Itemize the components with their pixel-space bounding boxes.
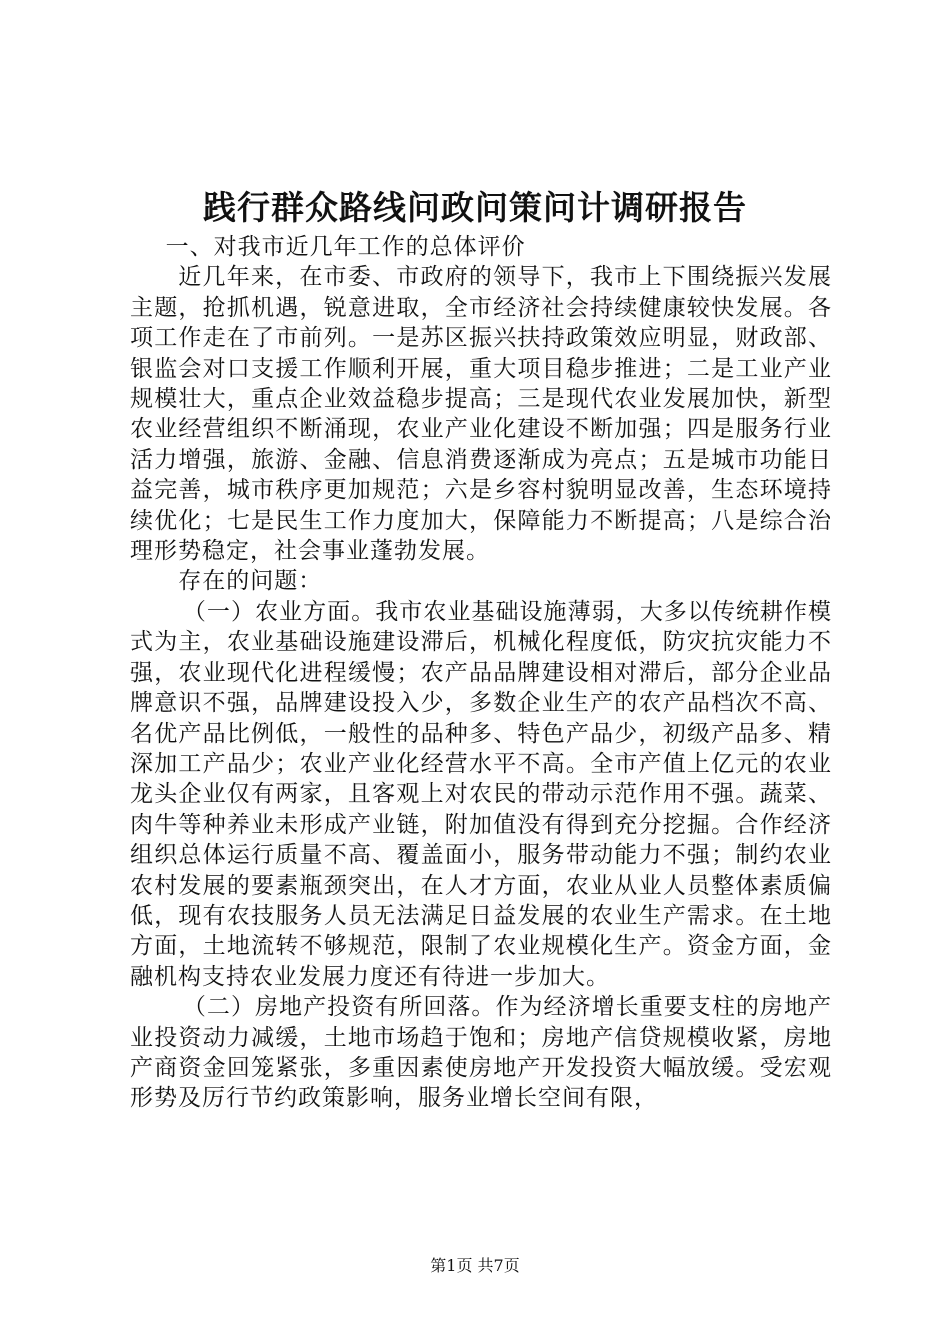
document-title: 践行群众路线问政问策问计调研报告 (203, 188, 747, 227)
paragraph-agriculture: （一）农业方面。我市农业基础设施薄弱，大多以传统耕作模式为主，农业基础设施建设滞后，机械化程度低，防灾抗灾能力不强，农业现代化进程缓慢；农产品品牌建设相对滞后，部分企业品牌意识不强，品牌建设投入少，多数企业生产的农产品档次不高、名优产品比例低，一般性的品种多、特色产品少，初级产品多、精深加工产品少；农业产业化经营水平不高。全市产值上亿元的农业龙头企业仅有两家，且客观上对农民的带动示范作用不强。蔬菜、肉牛等种养业未形成产业链，附加值没有得到充分挖掘。合作经济组织总体运行质量不高、覆盖面小，服务带动能力不强；制约农业农村发展的要素瓶颈突出，在人才方面，农业从业人员整体素质偏低，现有农技服务人员无法满足日益发展的农业生产需求。在土地方面，土地流转不够规范，限制了农业规模化生产。资金方面，金融机构支持农业发展力度还有待进一步加大。 (130, 598, 832, 990)
section-heading: 一、对我市近几年工作的总体评价 (165, 234, 526, 260)
page-footer: 第1页 共7页 (430, 1256, 520, 1275)
paragraph-real-estate: （二）房地产投资有所回落。作为经济增长重要支柱的房地产业投资动力减缓，土地市场趋于饱和；房地产信贷规模收紧，房地产商资金回笼紧张，多重因素使房地产开发投资大幅放缓。受宏观形势及厉行节约政策影响，服务业增长空间有限， (130, 994, 832, 1112)
paragraph-overall-evaluation: 近几年来，在市委、市政府的领导下，我市上下围绕振兴发展主题，抢抓机遇，锐意进取，全市经济社会持续健康较快发展。各项工作走在了市前列。一是苏区振兴扶持政策效应明显，财政部、银监会对口支援工作顺利开展，重大项目稳步推进；二是工业产业规模壮大，重点企业效益稳步提高；三是现代农业发展加快，新型农业经营组织不断涌现，农业产业化建设不断加强；四是服务行业活力增强，旅游、金融、信息消费逐渐成为亮点；五是城市功能日益完善，城市秩序更加规范；六是乡容村貌明显改善，生态环境持续优化；七是民生工作力度加大，保障能力不断提高；八是综合治理形势稳定，社会事业蓬勃发展。 (130, 264, 832, 565)
problems-heading: 存在的问题： (178, 568, 323, 595)
document-body (130, 232, 832, 1114)
